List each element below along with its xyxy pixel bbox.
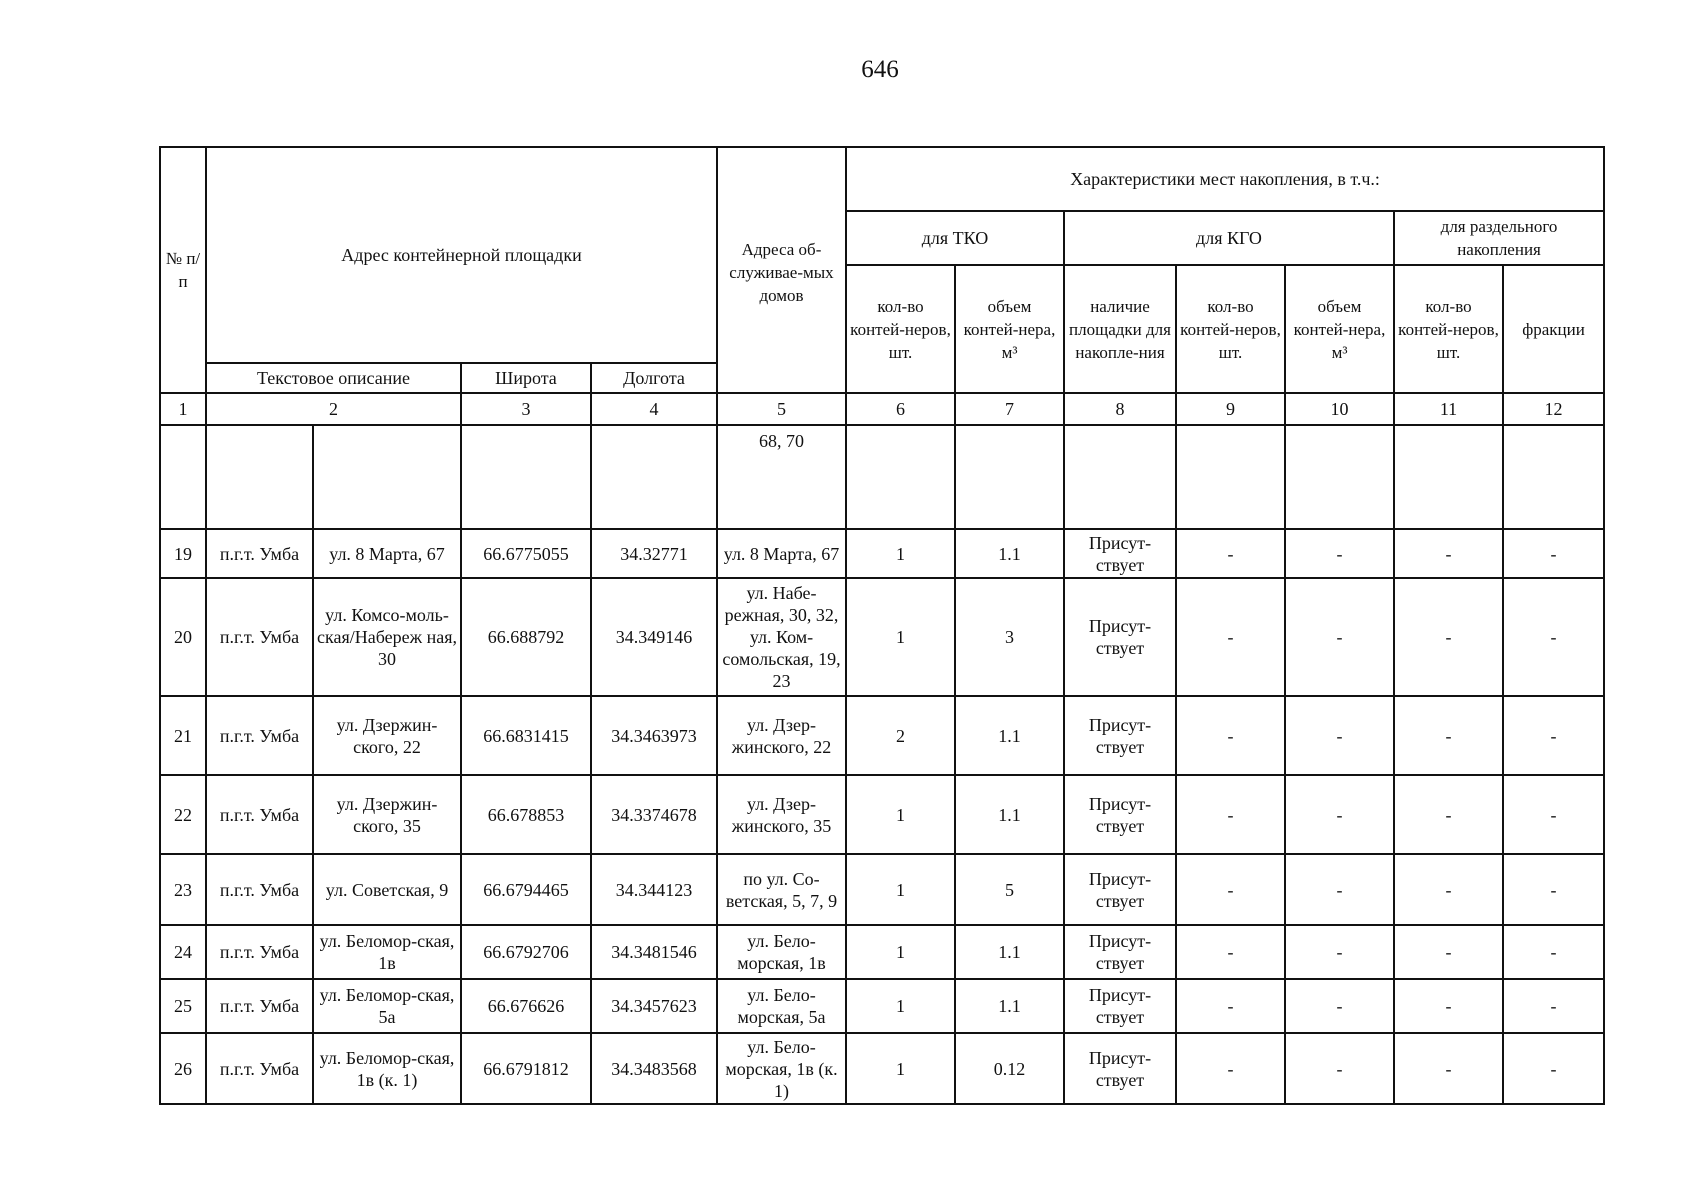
kgo-volume-cell: - [1285,775,1394,854]
street-cell: ул. Дзержин-ского, 35 [313,775,461,854]
longitude-cell: 34.32771 [591,529,717,578]
served-houses-cell: ул. Бело-морская, 1в (к. 1) [717,1033,846,1104]
tko-count-cell: 1 [846,529,955,578]
sep-fractions-cell: - [1503,775,1604,854]
longitude-cell: 34.3481546 [591,925,717,979]
kgo-presence-cell: Присут-ствует [1064,529,1176,578]
continuation-row [160,425,1604,529]
column-number: 6 [846,393,955,425]
table-row [160,1033,1604,1104]
header-longitude: Долгота [591,363,717,393]
tko-count-cell: 1 [846,578,955,696]
empty-cell [1064,425,1176,529]
settlement-cell: п.г.т. Умба [206,578,313,696]
kgo-volume-cell: - [1285,529,1394,578]
row-number: 25 [160,979,206,1033]
column-number: 3 [461,393,591,425]
kgo-presence-cell: Присут-ствует [1064,696,1176,775]
header-tko-volume: объем контей-нера, м³ [955,265,1064,393]
tko-count-cell: 1 [846,775,955,854]
street-cell: ул. Беломор-ская, 1в [313,925,461,979]
page-number: 646 [861,56,899,83]
header-characteristics: Характеристики мест накопления, в т.ч.: [846,147,1604,211]
container-sites-table [159,146,1605,1105]
column-number: 1 [160,393,206,425]
sep-fractions-cell: - [1503,925,1604,979]
column-numbers-row [160,393,1604,425]
empty-cell [1285,425,1394,529]
row-number: 24 [160,925,206,979]
header-kgo: для КГО [1064,211,1394,265]
column-number: 2 [206,393,461,425]
sep-count-cell: - [1394,925,1503,979]
tko-volume-cell: 1.1 [955,775,1064,854]
kgo-volume-cell: - [1285,979,1394,1033]
kgo-volume-cell: - [1285,696,1394,775]
column-number: 10 [1285,393,1394,425]
sep-fractions-cell: - [1503,578,1604,696]
settlement-cell: п.г.т. Умба [206,1033,313,1104]
header-sep-fractions: фракции [1503,265,1604,393]
column-number: 8 [1064,393,1176,425]
empty-cell [591,425,717,529]
empty-cell [1176,425,1285,529]
latitude-cell: 66.6794465 [461,854,591,925]
row-number: 26 [160,1033,206,1104]
tko-count-cell: 1 [846,925,955,979]
kgo-presence-cell: Присут-ствует [1064,854,1176,925]
row-number: 23 [160,854,206,925]
tko-volume-cell: 1.1 [955,925,1064,979]
street-cell: ул. Советская, 9 [313,854,461,925]
tko-volume-cell: 5 [955,854,1064,925]
kgo-count-cell: - [1176,529,1285,578]
kgo-presence-cell: Присут-ствует [1064,775,1176,854]
sep-count-cell: - [1394,1033,1503,1104]
tko-count-cell: 1 [846,1033,955,1104]
column-number: 5 [717,393,846,425]
empty-cell [206,425,313,529]
header-kgo-volume: объем контей-нера, м³ [1285,265,1394,393]
sep-count-cell: - [1394,979,1503,1033]
tko-volume-cell: 1.1 [955,979,1064,1033]
kgo-count-cell: - [1176,1033,1285,1104]
table-row [160,979,1604,1033]
sep-count-cell: - [1394,854,1503,925]
sep-fractions-cell: - [1503,979,1604,1033]
table-row [160,854,1604,925]
latitude-cell: 66.676626 [461,979,591,1033]
street-cell: ул. 8 Марта, 67 [313,529,461,578]
served-houses-cell: по ул. Со-ветская, 5, 7, 9 [717,854,846,925]
kgo-count-cell: - [1176,696,1285,775]
empty-cell [1394,425,1503,529]
kgo-count-cell: - [1176,979,1285,1033]
table-row [160,775,1604,854]
street-cell: ул. Беломор-ская, 5а [313,979,461,1033]
longitude-cell: 34.3374678 [591,775,717,854]
kgo-volume-cell: - [1285,1033,1394,1104]
column-number: 12 [1503,393,1604,425]
latitude-cell: 66.6791812 [461,1033,591,1104]
header-separate: для раздельного накопления [1394,211,1604,265]
column-number: 11 [1394,393,1503,425]
header-num: № п/ п [160,147,206,393]
latitude-cell: 66.6831415 [461,696,591,775]
kgo-volume-cell: - [1285,578,1394,696]
empty-cell [160,425,206,529]
empty-cell [313,425,461,529]
kgo-presence-cell: Присут-ствует [1064,979,1176,1033]
column-number: 9 [1176,393,1285,425]
sep-fractions-cell: - [1503,1033,1604,1104]
longitude-cell: 34.3457623 [591,979,717,1033]
street-cell: ул. Дзержин-ского, 22 [313,696,461,775]
tko-volume-cell: 1.1 [955,696,1064,775]
row-number: 21 [160,696,206,775]
kgo-presence-cell: Присут-ствует [1064,578,1176,696]
kgo-presence-cell: Присут-ствует [1064,1033,1176,1104]
latitude-cell: 66.678853 [461,775,591,854]
sep-fractions-cell: - [1503,854,1604,925]
longitude-cell: 34.3483568 [591,1033,717,1104]
served-houses-cell: ул. Дзер-жинского, 35 [717,775,846,854]
tko-count-cell: 1 [846,854,955,925]
settlement-cell: п.г.т. Умба [206,696,313,775]
latitude-cell: 66.6792706 [461,925,591,979]
table-row [160,696,1604,775]
sep-fractions-cell: - [1503,529,1604,578]
longitude-cell: 34.3463973 [591,696,717,775]
longitude-cell: 34.344123 [591,854,717,925]
street-cell: ул. Беломор-ская, 1в (к. 1) [313,1033,461,1104]
sep-count-cell: - [1394,775,1503,854]
kgo-count-cell: - [1176,775,1285,854]
row-number: 20 [160,578,206,696]
header-sep-count: кол-во контей-неров, шт. [1394,265,1503,393]
kgo-count-cell: - [1176,854,1285,925]
continuation-served: 68, 70 [717,425,846,529]
sep-fractions-cell: - [1503,696,1604,775]
tko-volume-cell: 3 [955,578,1064,696]
settlement-cell: п.г.т. Умба [206,925,313,979]
served-houses-cell: ул. 8 Марта, 67 [717,529,846,578]
table-row [160,925,1604,979]
settlement-cell: п.г.т. Умба [206,979,313,1033]
sep-count-cell: - [1394,696,1503,775]
settlement-cell: п.г.т. Умба [206,775,313,854]
header-kgo-presence: наличие площадки для накопле-ния [1064,265,1176,393]
header-served-houses: Адреса об-служивае-мых домов [717,147,846,393]
latitude-cell: 66.688792 [461,578,591,696]
kgo-count-cell: - [1176,925,1285,979]
kgo-volume-cell: - [1285,854,1394,925]
longitude-cell: 34.349146 [591,578,717,696]
kgo-presence-cell: Присут-ствует [1064,925,1176,979]
header-address: Адрес контейнерной площадки [206,147,717,363]
header-latitude: Широта [461,363,591,393]
table-row [160,529,1604,578]
served-houses-cell: ул. Набе-режная, 30, 32, ул. Ком-сомольская, 19, 23 [717,578,846,696]
street-cell: ул. Комсо-моль-ская/Набереж ная, 30 [313,578,461,696]
served-houses-cell: ул. Бело-морская, 1в [717,925,846,979]
tko-count-cell: 2 [846,696,955,775]
sep-count-cell: - [1394,578,1503,696]
row-number: 22 [160,775,206,854]
served-houses-cell: ул. Дзер-жинского, 22 [717,696,846,775]
empty-cell [846,425,955,529]
tko-volume-cell: 1.1 [955,529,1064,578]
kgo-count-cell: - [1176,578,1285,696]
empty-cell [955,425,1064,529]
empty-cell [1503,425,1604,529]
tko-count-cell: 1 [846,979,955,1033]
header-text-description: Текстовое описание [206,363,461,393]
settlement-cell: п.г.т. Умба [206,529,313,578]
column-number: 7 [955,393,1064,425]
tko-volume-cell: 0.12 [955,1033,1064,1104]
latitude-cell: 66.6775055 [461,529,591,578]
header-tko: для ТКО [846,211,1064,265]
served-houses-cell: ул. Бело-морская, 5а [717,979,846,1033]
table-row [160,578,1604,696]
header-tko-count: кол-во контей-неров, шт. [846,265,955,393]
row-number: 19 [160,529,206,578]
kgo-volume-cell: - [1285,925,1394,979]
settlement-cell: п.г.т. Умба [206,854,313,925]
column-number: 4 [591,393,717,425]
header-kgo-count: кол-во контей-неров, шт. [1176,265,1285,393]
empty-cell [461,425,591,529]
sep-count-cell: - [1394,529,1503,578]
